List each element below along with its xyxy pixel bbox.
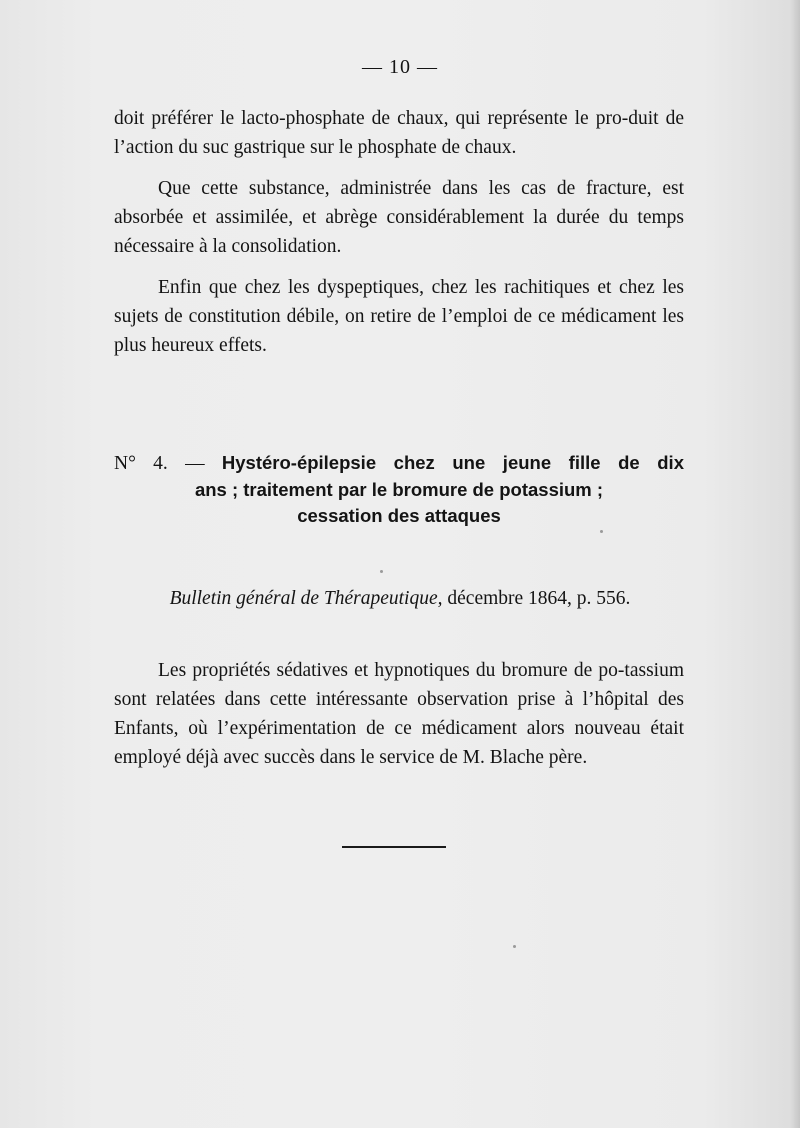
paper-speck bbox=[600, 530, 603, 533]
paragraph-bromure: Les propriétés sédatives et hypnotiques du bromure de po-tassium sont relatées dans cette intéressante observation prise à l’hôpital des Enfants, où l’expérimentation de ce médicament alors nouveau était employé déjà avec succès dans le service de M. Blache père. bbox=[114, 660, 684, 768]
paper-speck bbox=[513, 945, 516, 948]
citation-details: décembre 1864, p. 556. bbox=[442, 588, 631, 609]
section-divider bbox=[342, 846, 446, 848]
paragraph-substance: Que cette substance, administrée dans les cas de fracture, est absorbée et assimilée, et abrège considérablement la durée du temps nécessaire à la consolidation. bbox=[114, 178, 684, 257]
citation-source: Bulletin général de Thérapeutique, bbox=[169, 588, 443, 609]
bibliographic-citation bbox=[0, 588, 800, 610]
section-title-line-1: Hystéro-épilepsie chez une jeune fille de dix bbox=[221, 452, 684, 473]
paragraph-dyspeptiques: Enfin que chez les dyspeptiques, chez les rachitiques et chez les sujets de constitution débile, on retire de l’emploi de ce médicament les plus heureux effets. bbox=[114, 277, 684, 356]
section-heading-line-1 bbox=[114, 450, 684, 477]
page-number: — 10 — bbox=[362, 56, 438, 78]
section-number: N° 4. — bbox=[114, 453, 222, 474]
section-heading bbox=[114, 450, 684, 529]
section-title-line-2: ans ; traitement par le bromure de potassium ; bbox=[194, 479, 604, 500]
section-title-line-3: cessation des attaques bbox=[297, 505, 501, 526]
paragraph-lacto-phosphate: doit préférer le lacto-phosphate de chaux, qui représente le pro-duit de l’action du suc gastrique sur le phosphate de chaux. bbox=[114, 108, 684, 158]
page-edge-shadow bbox=[790, 0, 800, 1128]
paper-speck bbox=[380, 570, 383, 573]
